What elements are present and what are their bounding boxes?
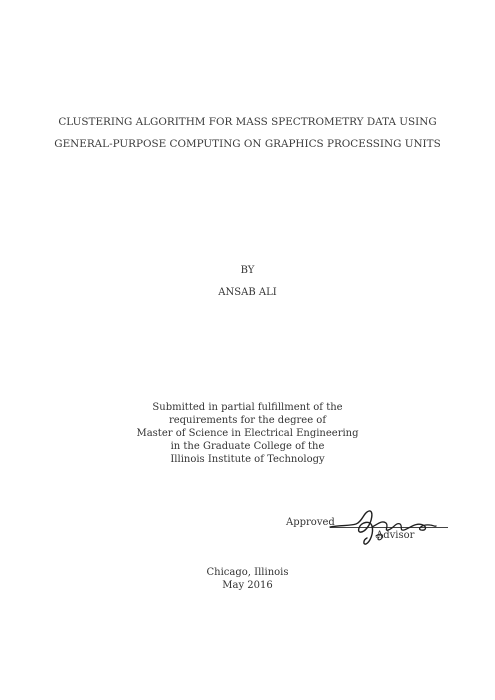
institution-name: Illinois Institute of Technology [170, 454, 325, 465]
advisor-signature [326, 500, 438, 550]
submission-date: May 2016 [222, 580, 273, 591]
advisor-label: Advisor [376, 530, 415, 541]
degree-name: Master of Science in Electrical Engineering [136, 428, 359, 439]
thesis-title-line-1: CLUSTERING ALGORITHM FOR MASS SPECTROMETRY DATA USING [58, 116, 437, 128]
submission-statement-line-1: Submitted in partial fulfillment of the [152, 402, 343, 413]
approved-label: Approved [286, 517, 335, 528]
by-label: BY [240, 265, 255, 276]
submission-statement-line-4: in the Graduate College of the [170, 441, 325, 452]
submission-statement-line-2: requirements for the degree of [168, 415, 327, 426]
author-name: ANSAB ALI [218, 287, 277, 298]
signature-line [330, 527, 448, 528]
location: Chicago, Illinois [206, 567, 289, 578]
thesis-title-line-2: GENERAL-PURPOSE COMPUTING ON GRAPHICS PROCESSING UNITS [54, 138, 441, 150]
